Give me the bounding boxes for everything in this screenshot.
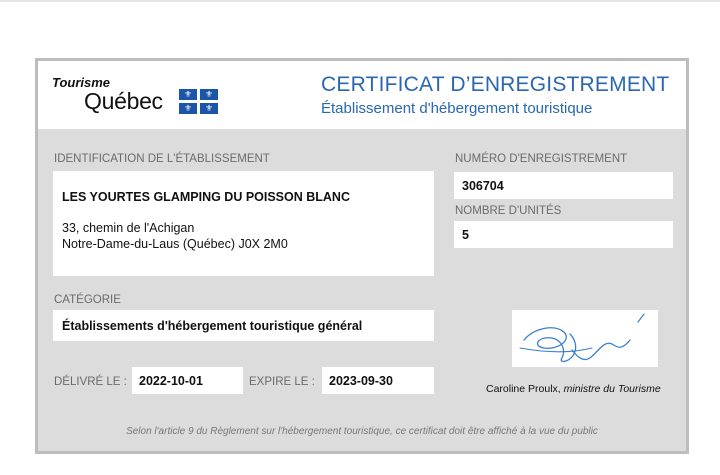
certificate-title: CERTIFICAT D’ENREGISTREMENT bbox=[321, 73, 670, 96]
signature-box bbox=[512, 310, 658, 367]
expires-date: 2023-09-30 bbox=[329, 374, 393, 388]
identification-label: IDENTIFICATION DE L'ÉTABLISSEMENT bbox=[54, 153, 270, 165]
issued-date: 2022-10-01 bbox=[139, 374, 203, 388]
footer-note: Selon l'article 9 du Règlement sur l'hébergement touristique, ce certificat doit être affiché à la vue du public bbox=[126, 426, 598, 437]
signer-caption bbox=[486, 383, 661, 395]
top-divider bbox=[0, 0, 720, 2]
expires-label: EXPIRE LE : bbox=[249, 376, 315, 388]
issued-label: DÉLIVRÉ LE : bbox=[54, 376, 127, 388]
certificate-subtitle: Établissement d'hébergement touristique bbox=[321, 100, 593, 117]
registration-number-box bbox=[454, 172, 673, 199]
registration-certificate bbox=[35, 58, 689, 454]
category-label: CATÉGORIE bbox=[54, 294, 121, 306]
certificate-header bbox=[38, 61, 686, 129]
category-value: Établissements d'hébergement touristique général bbox=[62, 319, 363, 333]
units-label: NOMBRE D'UNITÉS bbox=[455, 205, 562, 217]
issued-date-box bbox=[132, 367, 243, 394]
address-line-1: 33, chemin de l'Achigan bbox=[62, 221, 195, 235]
handwritten-signature bbox=[512, 310, 658, 367]
logo-tourisme-text: Tourisme bbox=[52, 75, 111, 90]
expires-date-box bbox=[322, 367, 434, 394]
registration-number-label: NUMÉRO D'ENREGISTREMENT bbox=[455, 153, 628, 165]
establishment-name: LES YOURTES GLAMPING DU POISSON BLANC bbox=[62, 190, 350, 204]
logo-quebec-text: Québec bbox=[84, 88, 163, 114]
address-line-2: Notre-Dame-du-Laus (Québec) J0X 2M0 bbox=[62, 237, 288, 251]
units-box bbox=[454, 221, 673, 248]
signer-title: ministre du Tourisme bbox=[563, 383, 661, 395]
units-value: 5 bbox=[462, 228, 469, 242]
signer-name: Caroline Proulx, bbox=[486, 383, 561, 395]
registration-number-value: 306704 bbox=[462, 179, 504, 193]
category-box bbox=[53, 310, 434, 341]
fleurdelise-flag-icon: ⚜ ⚜ ⚜ ⚜ bbox=[179, 89, 218, 114]
identification-box bbox=[53, 171, 434, 276]
